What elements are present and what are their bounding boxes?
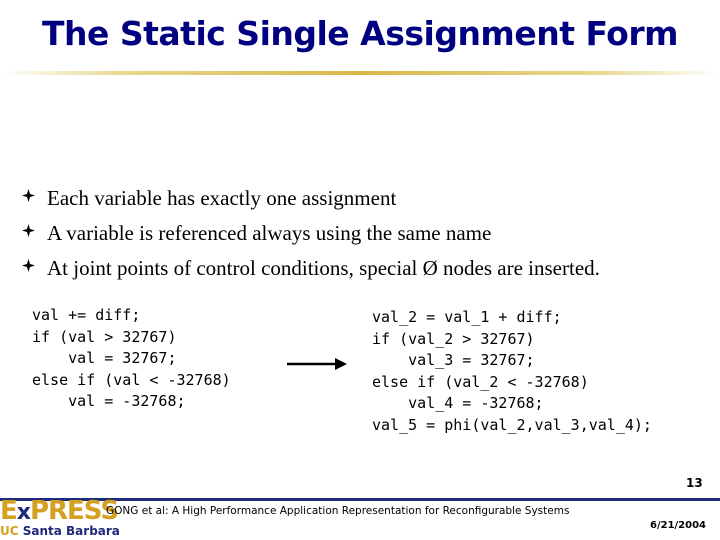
diamond-star-bullet-icon <box>22 224 35 237</box>
page-number: 13 <box>686 476 703 490</box>
code-before-ssa: val += diff; if (val > 32767) val = 32767; else if (val < -32768) val = -32768; <box>32 306 231 410</box>
footer-citation: GONG et al: A High Performance Application Representation for Reconfigurable Systems <box>106 505 570 517</box>
bullet-item <box>22 184 600 219</box>
bullet-list <box>22 184 600 289</box>
logo-uc: UC <box>0 524 19 538</box>
diamond-star-bullet-icon <box>22 189 35 202</box>
slide-title: The Static Single Assignment Form <box>41 14 678 53</box>
logo-x: x <box>16 500 30 525</box>
bullet-item <box>22 219 600 254</box>
logo-campus: Santa Barbara <box>18 524 120 538</box>
logo-press: PRESS <box>29 496 119 526</box>
express-logo <box>0 496 118 526</box>
footer-date: 6/21/2004 <box>650 520 707 531</box>
code-after-ssa: val_2 = val_1 + diff; if (val_2 > 32767) val_3 = 32767; else if (val_2 < -32768) val_4 = -32768; val_5 = phi(val_2,val_3,val_4); <box>372 308 652 434</box>
right-arrow-icon <box>287 356 347 372</box>
bullet-text: A variable is referenced always using the same name <box>47 221 492 245</box>
diamond-star-bullet-icon <box>22 259 35 272</box>
bullet-text: At joint points of control conditions, special Ø nodes are inserted. <box>47 256 600 280</box>
ucsb-logo <box>0 524 120 538</box>
logo-e: E <box>0 496 17 526</box>
title-divider <box>0 71 720 75</box>
bullet-text: Each variable has exactly one assignment <box>47 186 397 210</box>
bullet-item <box>22 254 600 289</box>
